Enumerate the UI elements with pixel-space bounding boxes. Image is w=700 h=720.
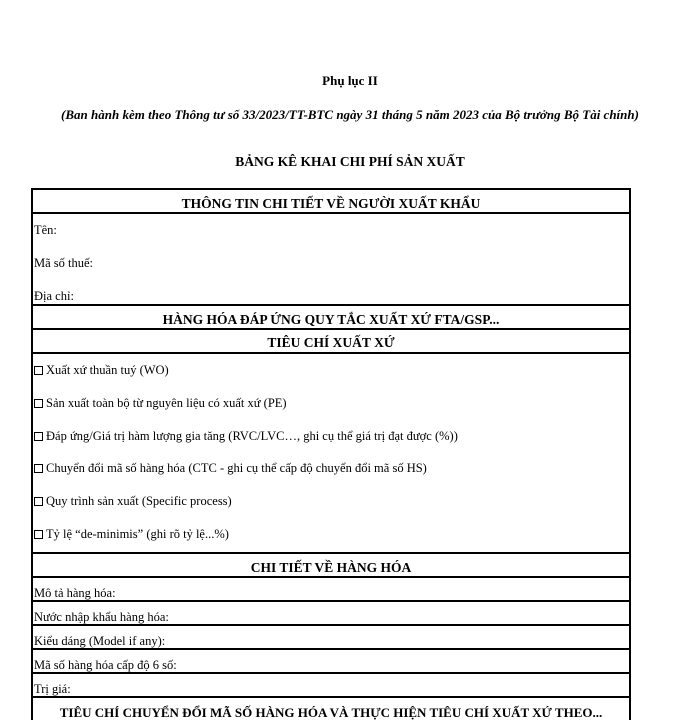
hs-code-label: Mã số hàng hóa cấp độ 6 số: [34, 658, 177, 672]
exporter-tax-code-field[interactable] [33, 256, 93, 271]
criteria-option-pe[interactable] [33, 396, 287, 411]
exporter-info-block [33, 214, 629, 306]
criteria-section-header: TIÊU CHÍ XUẤT XỨ [33, 330, 629, 354]
criteria-option-label: Đáp ứng/Giá trị hàm lượng gia tăng (RVC/LVC…, ghi cụ thể giá trị đạt được (%)) [46, 429, 458, 443]
import-country-field[interactable] [33, 602, 629, 626]
checkbox[interactable] [34, 497, 43, 506]
criteria-option-label: Quy trình sản xuất (Specific process) [46, 494, 232, 508]
criteria-option-ctc[interactable] [33, 461, 427, 476]
value-label: Trị giá: [34, 682, 71, 696]
issued-note: (Ban hành kèm theo Thông tư số 33/2023/TT-BTC ngày 31 tháng 5 năm 2023 của Bộ trưởng Bộ Tài chính) [61, 107, 639, 122]
criteria-option-label: Chuyển đổi mã số hàng hóa (CTC - ghi cụ thể cấp độ chuyển đổi mã số HS) [46, 461, 427, 475]
rules-section-header: HÀNG HÓA ĐÁP ỨNG QUY TẮC XUẤT XỨ FTA/GSP... [33, 306, 629, 330]
checkbox[interactable] [34, 399, 43, 408]
criteria-option-de-minimis[interactable] [33, 527, 229, 542]
form-title: BẢNG KÊ KHAI CHI PHÍ SẢN XUẤT [235, 154, 465, 169]
checkbox[interactable] [34, 366, 43, 375]
criteria-option-specific-process[interactable] [33, 494, 232, 509]
exporter-tax-code-label: Mã số thuế: [34, 256, 94, 270]
exporter-name-field[interactable] [33, 223, 57, 238]
criteria-option-rvc[interactable] [33, 429, 458, 444]
goods-section-header: CHI TIẾT VỀ HÀNG HÓA [33, 554, 629, 578]
exporter-address-label: Địa chỉ: [34, 289, 74, 303]
exporter-section-header: THÔNG TIN CHI TIẾT VỀ NGƯỜI XUẤT KHẨU [33, 190, 629, 214]
checkbox[interactable] [34, 432, 43, 441]
appendix-title: Phụ lục II [322, 73, 378, 88]
goods-description-label: Mô tả hàng hóa: [34, 586, 116, 600]
checkbox[interactable] [34, 464, 43, 473]
exporter-address-field[interactable] [33, 289, 74, 304]
import-country-label: Nước nhập khẩu hàng hóa: [34, 610, 169, 624]
value-field[interactable] [33, 674, 629, 698]
cost-declaration-form [31, 188, 631, 720]
hs-code-field[interactable] [33, 650, 629, 674]
criteria-option-label: Sản xuất toàn bộ từ nguyên liệu có xuất xứ (PE) [46, 396, 287, 410]
checkbox[interactable] [34, 530, 43, 539]
criteria-option-wo[interactable] [33, 363, 169, 378]
model-field[interactable] [33, 626, 629, 650]
criteria-option-label: Tỷ lệ “de-minimis” (ghi rõ tỷ lệ...%) [46, 527, 229, 541]
criteria-option-label: Xuất xứ thuần tuý (WO) [46, 363, 169, 377]
goods-description-field[interactable] [33, 578, 629, 602]
exporter-name-label: Tên: [34, 223, 57, 237]
model-label: Kiểu dáng (Model if any): [34, 634, 166, 648]
criteria-options-block [33, 354, 629, 554]
next-section-header-partial: TIÊU CHÍ CHUYỂN ĐỔI MÃ SỐ HÀNG HÓA VÀ THỰC HIỆN TIÊU CHÍ XUẤT XỨ THEO... [59, 705, 603, 720]
